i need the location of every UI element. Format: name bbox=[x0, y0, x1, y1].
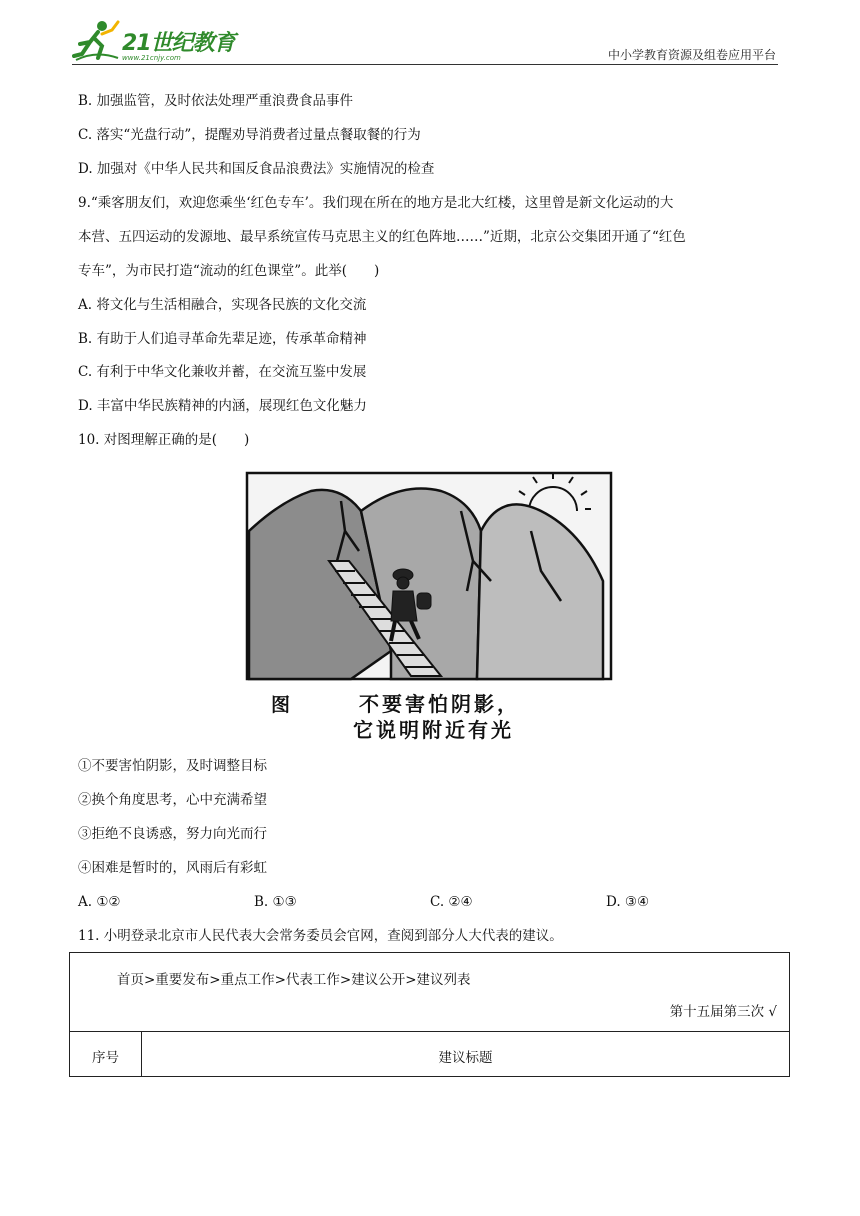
q10-statement-4: ④困难是暂时的，风雨后有彩虹 bbox=[78, 860, 267, 876]
cartoon-figure bbox=[241, 471, 613, 741]
logo-url: www.21cnjy.com bbox=[122, 54, 181, 62]
q10-choice-b: B. ①③ bbox=[254, 894, 297, 910]
q9-stem-line-1: 9.“乘客朋友们，欢迎您乘坐‘红色专车’。我们现在所在的地方是北大红楼，这里曾是新文化运动的大 bbox=[78, 195, 674, 211]
platform-name: 中小学教育资源及组卷应用平台 bbox=[607, 48, 776, 62]
proposal-table bbox=[69, 952, 790, 1077]
q10-stem: 10. 对图理解正确的是( ) bbox=[78, 432, 250, 448]
column-header-title: 建议标题 bbox=[438, 1050, 493, 1066]
page-header bbox=[72, 16, 778, 65]
q10-statement-3: ③拒绝不良诱惑，努力向光而行 bbox=[78, 826, 267, 842]
q8-option-c: C. 落实“光盘行动”，提醒劝导消费者过量点餐取餐的行为 bbox=[78, 127, 421, 143]
q10-choice-d: D. ③④ bbox=[606, 894, 650, 910]
q9-stem-line-2: 本营、五四运动的发源地、最早系统宣传马克思主义的红色阵地……”近期，北京公交集团开通了“红色 bbox=[78, 229, 686, 245]
cartoon-illustration bbox=[241, 471, 613, 681]
q9-option-a: A. 将文化与生活相融合，实现各民族的文化交流 bbox=[78, 297, 367, 313]
q9-option-c: C. 有利于中华文化兼收并蓄，在交流互鉴中发展 bbox=[78, 364, 367, 380]
q11-stem: 11. 小明登录北京市人民代表大会常务委员会官网，查阅到部分人大代表的建议。 bbox=[78, 928, 563, 944]
q9-stem-line-3: 专车”，为市民打造“流动的红色课堂”。此举( ) bbox=[78, 263, 380, 279]
q8-option-d: D. 加强对《中华人民共和国反食品浪费法》实施情况的检查 bbox=[78, 161, 435, 177]
figure-caption-line-2: 它说明附近有光 bbox=[353, 718, 514, 742]
breadcrumb: 首页>重要发布>重点工作>代表工作>建议公开>建议列表 bbox=[117, 972, 471, 988]
table-divider bbox=[70, 1031, 789, 1032]
q10-choice-c: C. ②④ bbox=[430, 894, 473, 910]
runner-logo-icon bbox=[72, 18, 120, 62]
logo-text: 21世纪教育 bbox=[122, 31, 235, 56]
q10-statement-1: ①不要害怕阴影，及时调整目标 bbox=[78, 758, 267, 774]
q9-option-b: B. 有助于人们追寻革命先辈足迹，传承革命精神 bbox=[78, 331, 367, 347]
session-filter: 第十五届第三次 √ bbox=[669, 1004, 777, 1020]
site-logo bbox=[72, 18, 262, 62]
q9-option-d: D. 丰富中华民族精神的内涵，展现红色文化魅力 bbox=[78, 398, 367, 414]
q10-choice-a: A. ①② bbox=[78, 894, 121, 910]
figure-label: 图 bbox=[271, 694, 293, 716]
q10-statement-2: ②换个角度思考，心中充满希望 bbox=[78, 792, 267, 808]
column-header-number: 序号 bbox=[92, 1050, 119, 1066]
q8-option-b: B. 加强监管，及时依法处理严重浪费食品事件 bbox=[78, 93, 354, 109]
figure-caption-line-1: 不要害怕阴影， bbox=[359, 692, 520, 716]
